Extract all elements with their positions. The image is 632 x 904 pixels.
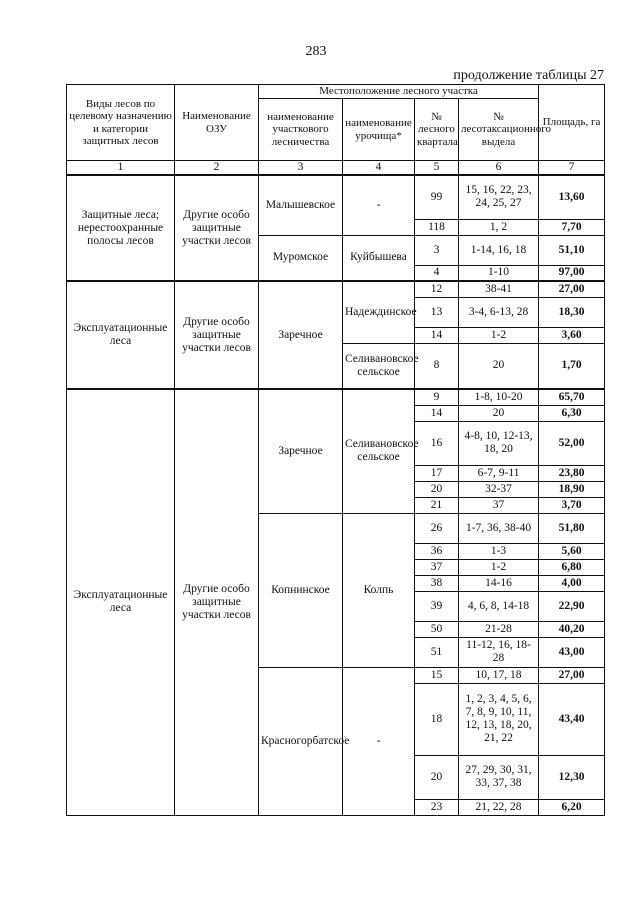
allotment-cell: 1-10 [459, 265, 539, 281]
quarter-cell: 37 [415, 559, 459, 575]
group-forest-type: Эксплуатационные леса [67, 389, 175, 815]
allotment-cell: 38-41 [459, 281, 539, 297]
area-cell: 23,80 [539, 465, 605, 481]
group-ozu-name: Другие особо защитные участки лесов [175, 281, 259, 389]
allotment-cell: 21, 22, 28 [459, 799, 539, 815]
area-cell: 6,30 [539, 405, 605, 421]
area-cell: 27,00 [539, 281, 605, 297]
quarter-cell: 26 [415, 513, 459, 543]
header-forest-type: Виды лесов по целевому назначению и категории защитных лесов [67, 85, 175, 161]
column-number: 6 [459, 161, 539, 176]
area-cell: 1,70 [539, 343, 605, 389]
quarter-cell: 15 [415, 667, 459, 683]
allotment-cell: 1-2 [459, 559, 539, 575]
header-ozu-name: Наименование ОЗУ [175, 85, 259, 161]
area-cell: 6,20 [539, 799, 605, 815]
header-tract: наименование урочища* [343, 99, 415, 161]
area-cell: 3,70 [539, 497, 605, 513]
tract-name: - [343, 667, 415, 815]
quarter-cell: 4 [415, 265, 459, 281]
area-cell: 12,30 [539, 755, 605, 799]
allotment-cell: 32-37 [459, 481, 539, 497]
allotment-cell: 1-2 [459, 327, 539, 343]
allotment-cell: 6-7, 9-11 [459, 465, 539, 481]
area-cell: 65,70 [539, 389, 605, 405]
tract-name: Колпь [343, 513, 415, 667]
allotment-cell: 1, 2, 3, 4, 5, 6, 7, 8, 9, 10, 11, 12, 13, 18, 20, 21, 22 [459, 683, 539, 755]
column-number: 7 [539, 161, 605, 176]
quarter-cell: 12 [415, 281, 459, 297]
column-number: 2 [175, 161, 259, 176]
area-cell: 13,60 [539, 175, 605, 219]
forest-table [66, 84, 605, 816]
area-cell: 27,00 [539, 667, 605, 683]
quarter-cell: 23 [415, 799, 459, 815]
allotment-cell: 37 [459, 497, 539, 513]
allotment-cell: 20 [459, 343, 539, 389]
allotment-cell: 1-8, 10-20 [459, 389, 539, 405]
forestry-name: Красногорбатское [259, 667, 343, 815]
quarter-cell: 13 [415, 297, 459, 327]
area-cell: 18,90 [539, 481, 605, 497]
forestry-name: Заречное [259, 389, 343, 513]
forestry-name: Заречное [259, 281, 343, 389]
quarter-cell: 3 [415, 235, 459, 265]
forestry-name: Копнинское [259, 513, 343, 667]
area-cell: 22,90 [539, 591, 605, 621]
quarter-cell: 21 [415, 497, 459, 513]
quarter-cell: 14 [415, 327, 459, 343]
tract-name: - [343, 175, 415, 235]
header-area: Площадь, га [539, 85, 605, 161]
header-location-group: Местоположение лесного участка [259, 85, 539, 99]
quarter-cell: 38 [415, 575, 459, 591]
area-cell: 97,00 [539, 265, 605, 281]
allotment-cell: 1-7, 36, 38-40 [459, 513, 539, 543]
tract-name: Селивановское сельское [343, 389, 415, 513]
tract-name: Куйбышева [343, 235, 415, 281]
quarter-cell: 20 [415, 755, 459, 799]
allotment-cell: 14-16 [459, 575, 539, 591]
quarter-cell: 39 [415, 591, 459, 621]
allotment-cell: 21-28 [459, 621, 539, 637]
quarter-cell: 51 [415, 637, 459, 667]
allotment-cell: 15, 16, 22, 23, 24, 25, 27 [459, 175, 539, 219]
quarter-cell: 118 [415, 219, 459, 235]
area-cell: 6,80 [539, 559, 605, 575]
quarter-cell: 8 [415, 343, 459, 389]
area-cell: 5,60 [539, 543, 605, 559]
group-ozu-name: Другие особо защитные участки лесов [175, 175, 259, 281]
allotment-cell: 27, 29, 30, 31, 33, 37, 38 [459, 755, 539, 799]
column-number: 3 [259, 161, 343, 176]
allotment-cell: 4-8, 10, 12-13, 18, 20 [459, 421, 539, 465]
area-cell: 52,00 [539, 421, 605, 465]
allotment-cell: 20 [459, 405, 539, 421]
quarter-cell: 17 [415, 465, 459, 481]
quarter-cell: 16 [415, 421, 459, 465]
allotment-cell: 3-4, 6-13, 28 [459, 297, 539, 327]
area-cell: 43,00 [539, 637, 605, 667]
tract-name: Селивановское сельское [343, 343, 415, 389]
allotment-cell: 10, 17, 18 [459, 667, 539, 683]
forestry-name: Муромское [259, 235, 343, 281]
quarter-cell: 50 [415, 621, 459, 637]
column-number: 4 [343, 161, 415, 176]
allotment-cell: 1-14, 16, 18 [459, 235, 539, 265]
tract-name: Надеждинское [343, 281, 415, 343]
area-cell: 4,00 [539, 575, 605, 591]
quarter-cell: 14 [415, 405, 459, 421]
group-forest-type: Эксплуатационные леса [67, 281, 175, 389]
group-forest-type: Защитные леса; нерестоохранные полосы лесов [67, 175, 175, 281]
allotment-cell: 4, 6, 8, 14-18 [459, 591, 539, 621]
header-quarter: № лесного квартала [415, 99, 459, 161]
column-number: 5 [415, 161, 459, 176]
area-cell: 18,30 [539, 297, 605, 327]
quarter-cell: 36 [415, 543, 459, 559]
forestry-name: Малышевское [259, 175, 343, 235]
quarter-cell: 20 [415, 481, 459, 497]
table-continuation-label: продолжение таблицы 27 [453, 68, 604, 83]
area-cell: 43,40 [539, 683, 605, 755]
header-forestry: наименование участкового лесничества [259, 99, 343, 161]
area-cell: 3,60 [539, 327, 605, 343]
area-cell: 7,70 [539, 219, 605, 235]
allotment-cell: 1, 2 [459, 219, 539, 235]
group-ozu-name: Другие особо защитные участки лесов [175, 389, 259, 815]
page-number: 283 [305, 44, 327, 59]
quarter-cell: 9 [415, 389, 459, 405]
area-cell: 51,10 [539, 235, 605, 265]
column-number: 1 [67, 161, 175, 176]
allotment-cell: 1-3 [459, 543, 539, 559]
area-cell: 51,80 [539, 513, 605, 543]
header-allotment: № лесотаксационного выдела [459, 99, 539, 161]
quarter-cell: 99 [415, 175, 459, 219]
allotment-cell: 11-12, 16, 18-28 [459, 637, 539, 667]
area-cell: 40,20 [539, 621, 605, 637]
quarter-cell: 18 [415, 683, 459, 755]
